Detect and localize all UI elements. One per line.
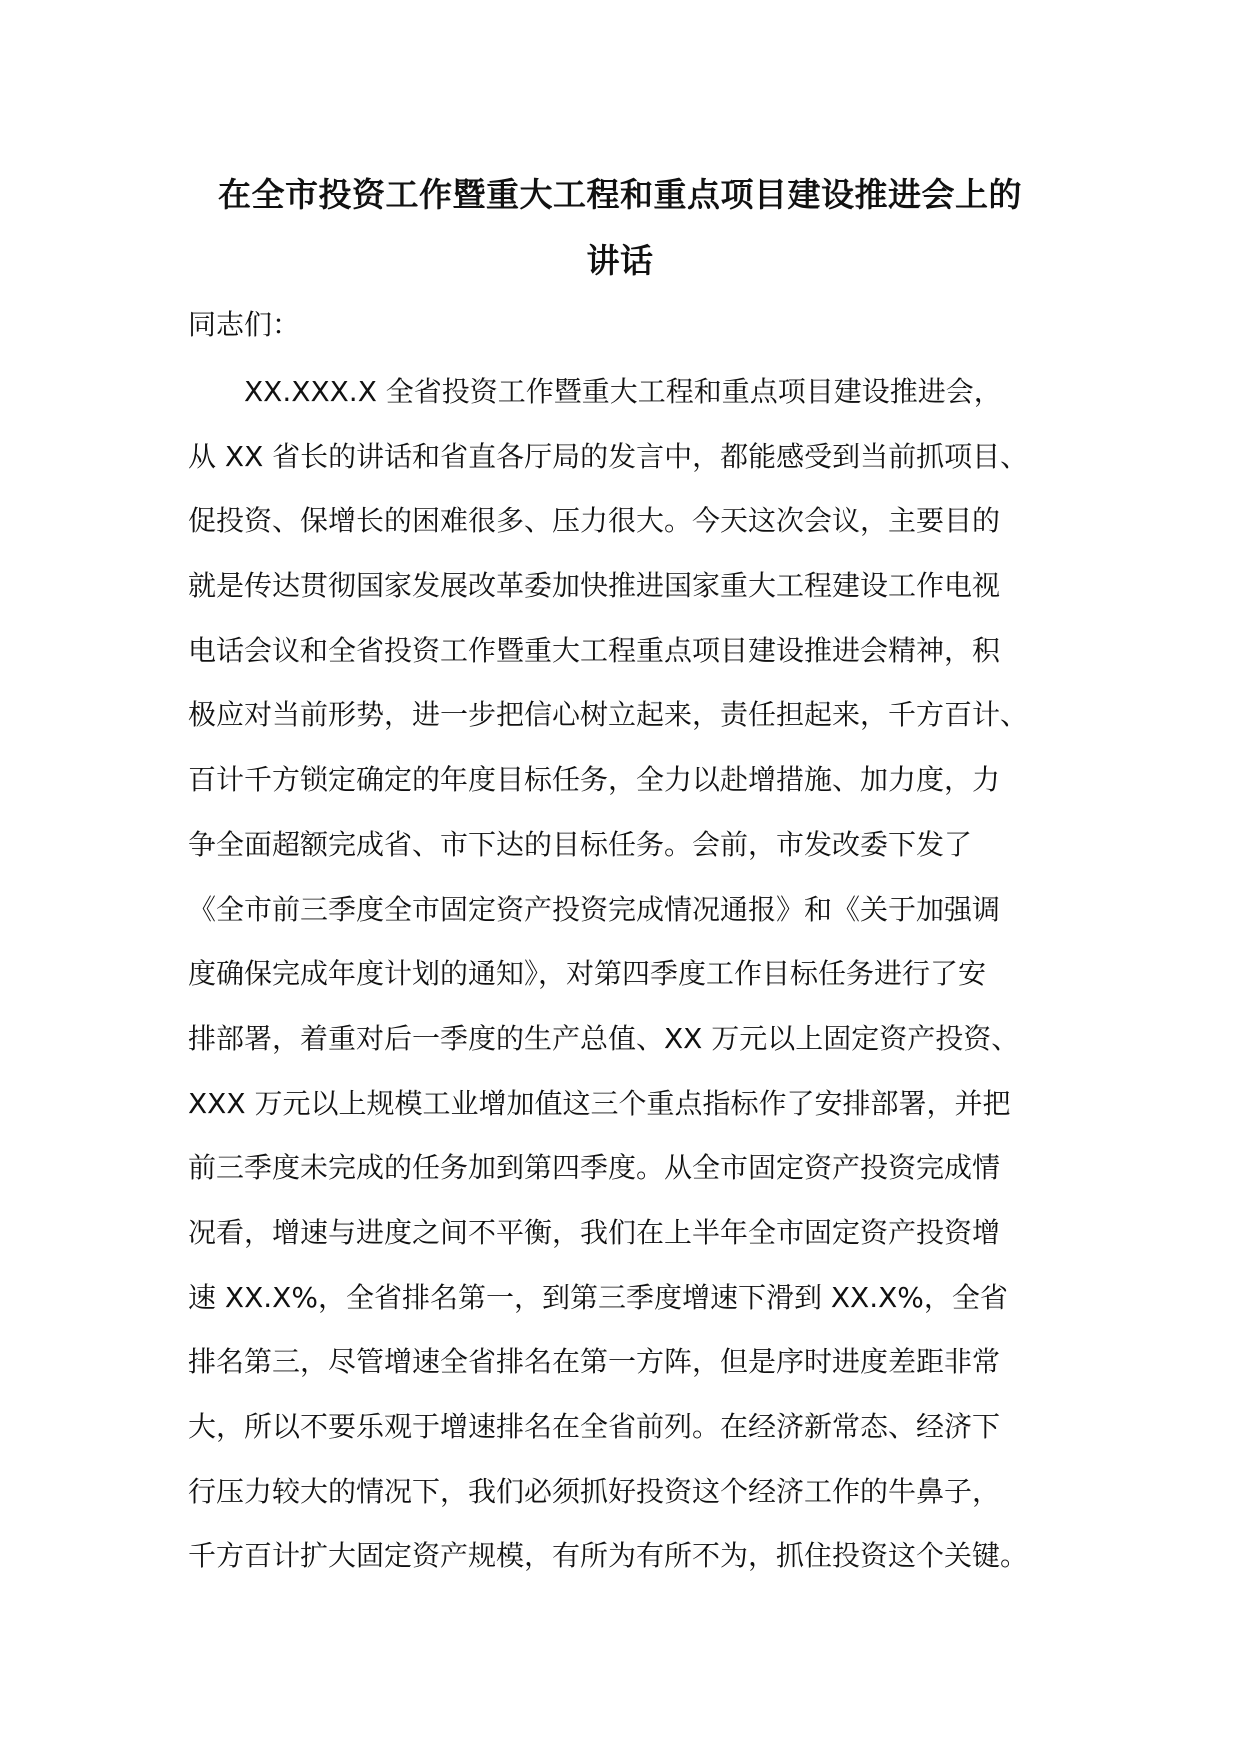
paragraph-line: XX.XXX.X 全省投资工作暨重大工程和重点项目建设推进会， (244, 375, 1002, 408)
paragraph-line: 大，所以不要乐观于增速排名在全省前列。在经济新常态、经济下 (188, 1410, 1001, 1443)
paragraph-line: 度确保完成年度计划的通知》，对第四季度工作目标任务进行了安 (188, 957, 987, 991)
paragraph-line: 千方百计扩大固定资产规模，有所为有所不为，抓住投资这个关键。 (188, 1539, 1029, 1573)
paragraph-line: 况看，增速与进度之间不平衡，我们在上半年全市固定资产投资增 (188, 1215, 1001, 1249)
paragraph-line: 电话会议和全省投资工作暨重大工程重点项目建设推进会精神，积 (188, 633, 1001, 667)
paragraph-line: 速 XX.X%，全省排名第一，到第三季度增速下滑到 XX.X%，全省 (188, 1280, 1008, 1314)
document-title-line-1: 在全市投资工作暨重大工程和重点项目建设推进会上的 (218, 175, 1022, 214)
paragraph-line: 从 XX 省长的讲话和省直各厅局的发言中，都能感受到当前抓项目、 (188, 439, 1029, 473)
paragraph-line: 百计千方锁定确定的年度目标任务，全力以赴增措施、加力度，力 (188, 763, 1001, 797)
greeting: 同志们： (188, 308, 301, 341)
paragraph-line: 《全市前三季度全市固定资产投资完成情况通报》和《关于加强调 (188, 892, 1001, 926)
paragraph-line: 排部署，着重对后一季度的生产总值、XX 万元以上固定资产投资、 (188, 1021, 1020, 1055)
paragraph-line: 前三季度未完成的任务加到第四季度。从全市固定资产投资完成情 (188, 1151, 1001, 1185)
paragraph-line: XXX 万元以上规模工业增加值这三个重点指标作了安排部署，并把 (188, 1086, 1011, 1120)
document-title-line-2: 讲话 (586, 241, 654, 280)
paragraph-line: 争全面超额完成省、市下达的目标任务。会前，市发改委下发了 (188, 827, 973, 861)
paragraph-line: 行压力较大的情况下，我们必须抓好投资这个经济工作的牛鼻子， (188, 1474, 1001, 1508)
paragraph-line: 促投资、保增长的困难很多、压力很大。今天这次会议，主要目的 (188, 504, 1001, 538)
body-paragraph (188, 372, 1068, 1601)
paragraph-line: 就是传达贯彻国家发展改革委加快推进国家重大工程建设工作电视 (188, 569, 1001, 603)
paragraph-line: 极应对当前形势，进一步把信心树立起来，责任担起来，千方百计、 (188, 698, 1029, 732)
paragraph-line: 排名第三，尽管增速全省排名在第一方阵，但是序时进度差距非常 (188, 1345, 1001, 1379)
